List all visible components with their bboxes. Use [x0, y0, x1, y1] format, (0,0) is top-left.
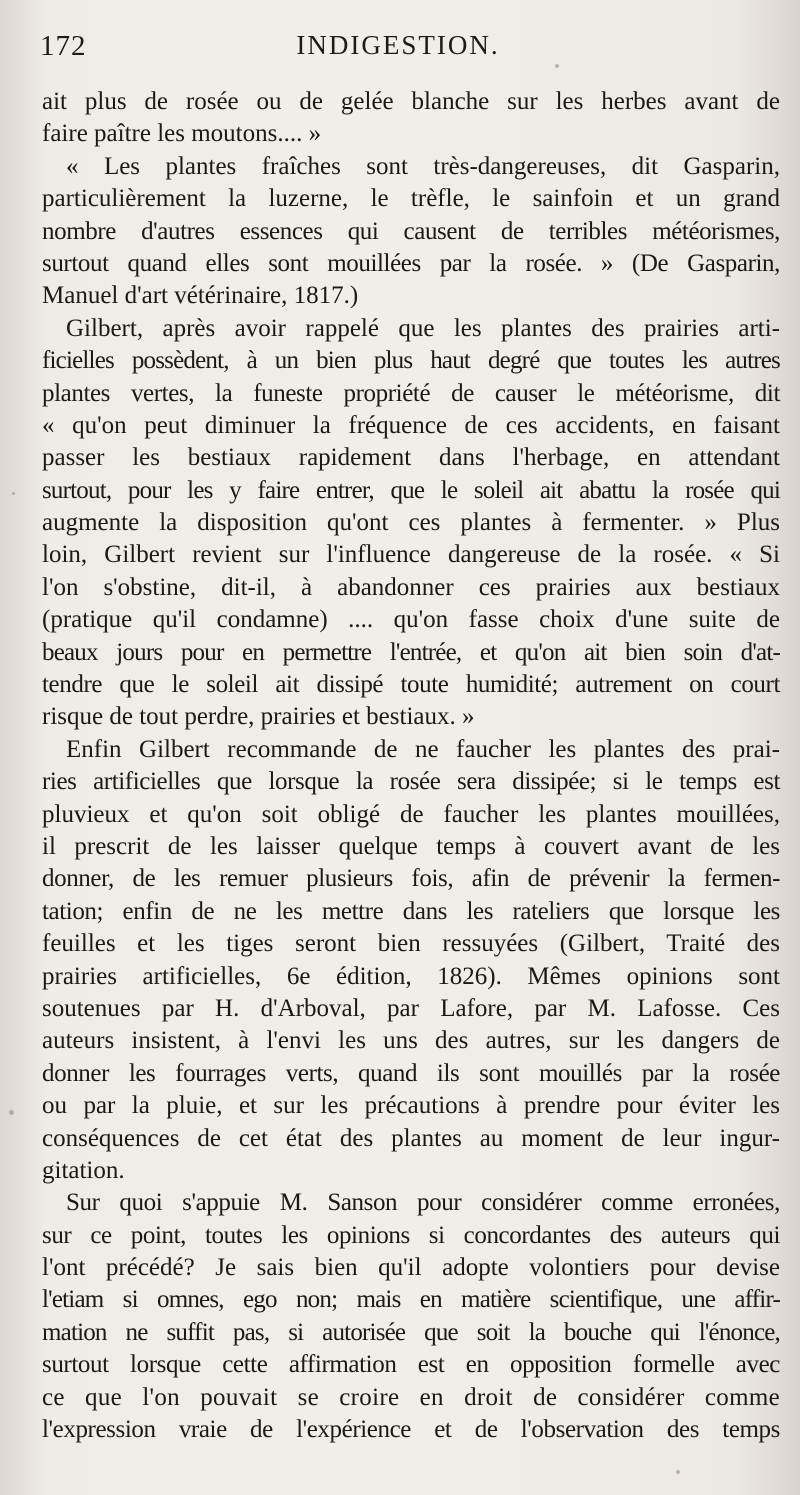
text-line: surtout lorsque cette affirmation est en opposition formelle avec: [42, 1351, 780, 1379]
text-line: Sur quoi s'appuie M. Sanson pour considérer comme erronées,: [66, 1189, 780, 1217]
body-text: [42, 86, 780, 1446]
text-line: tation; enfin de ne les mettre dans les rateliers que lorsque les: [42, 897, 780, 925]
text-line: auteurs insistent, à l'envi les uns des autres, sur les dangers de: [42, 1027, 780, 1055]
text-line: l'etiam si omnes, ego non; mais en matière scientifique, une affir-: [42, 1286, 780, 1314]
text-line: ries artificielles que lorsque la rosée sera dissipée; si le temps est: [42, 768, 780, 796]
text-line: surtout quand elles sont mouillées par la rosée. » (De Gasparin,: [42, 249, 780, 277]
text-line: (pratique qu'il condamne) .... qu'on fasse choix d'une suite de: [42, 606, 780, 634]
text-line: pluvieux et qu'on soit obligé de faucher les plantes mouillées,: [42, 800, 780, 828]
text-line: « qu'on peut diminuer la fréquence de ces accidents, en faisant: [42, 411, 780, 439]
text-line: gitation.: [42, 1156, 125, 1184]
text-line: « Les plantes fraîches sont très-dangereuses, dit Gasparin,: [66, 152, 780, 180]
text-line: mation ne suffit pas, si autorisée que soit la bouche qui l'énonce,: [42, 1318, 780, 1346]
text-line: augmente la disposition qu'ont ces plantes à fermenter. » Plus: [42, 509, 780, 537]
text-line: ait plus de rosée ou de gelée blanche sur les herbes avant de: [42, 88, 780, 115]
text-line: Enfin Gilbert recommande de ne faucher les plantes des prai-: [66, 735, 780, 763]
text-line: loin, Gilbert revient sur l'influence dangereuse de la rosée. « Si: [42, 541, 780, 569]
text-line: il prescrit de les laisser quelque temps à couvert avant de les: [42, 832, 780, 860]
text-line: donner les fourrages verts, quand ils sont mouillés par la rosée: [42, 1059, 780, 1087]
text-line: nombre d'autres essences qui causent de terribles météorismes,: [42, 217, 780, 245]
text-line: soutenues par H. d'Arboval, par Lafore, par M. Lafosse. Ces: [42, 994, 780, 1022]
text-line: beaux jours pour en permettre l'entrée, et qu'on ait bien soin d'at-: [42, 638, 780, 666]
text-line: l'ont précédé? Je sais bien qu'il adopte volontiers pour devise: [42, 1254, 780, 1282]
text-line: faire paître les moutons.... »: [42, 120, 322, 148]
text-line: feuilles et les tiges seront bien ressuyées (Gilbert, Traité des: [42, 930, 780, 958]
text-line: ce que l'on pouvait se croire en droit de considérer comme: [42, 1383, 780, 1411]
running-title: INDIGESTION.: [296, 30, 500, 60]
page-number: 172: [40, 30, 87, 62]
text-line: passer les bestiaux rapidement dans l'herbage, en attendant: [42, 444, 780, 472]
text-line: ou par la pluie, et sur les précautions à prendre pour éviter les: [42, 1092, 780, 1120]
text-line: Gilbert, après avoir rappelé que les plantes des prairies arti-: [66, 314, 780, 342]
running-head: [36, 30, 760, 70]
text-line: conséquences de cet état des plantes au moment de leur ingur-: [42, 1124, 780, 1152]
text-line: Manuel d'art vétérinaire, 1817.): [42, 282, 359, 310]
text-line: l'on s'obstine, dit-il, à abandonner ces prairies aux bestiaux: [42, 573, 780, 601]
text-line: sur ce point, toutes les opinions si concordantes des auteurs qui: [42, 1221, 780, 1249]
text-line: donner, de les remuer plusieurs fois, afin de prévenir la fermen-: [42, 865, 780, 893]
text-line: prairies artificielles, 6e édition, 1826). Mêmes opinions sont: [42, 962, 780, 990]
text-line: ficielles possèdent, à un bien plus haut degré que toutes les autres: [42, 347, 780, 375]
text-line: risque de tout perdre, prairies et bestiaux. »: [42, 703, 475, 731]
text-line: surtout, pour les y faire entrer, que le soleil ait abattu la rosée qui: [42, 476, 780, 504]
text-line: plantes vertes, la funeste propriété de causer le météorisme, dit: [42, 379, 780, 407]
text-line: particulièrement la luzerne, le trèfle, le sainfoin et un grand: [42, 185, 780, 213]
text-line: l'expression vraie de l'expérience et de l'observation des temps: [42, 1416, 780, 1444]
text-line: tendre que le soleil ait dissipé toute humidité; autrement on court: [42, 671, 780, 699]
